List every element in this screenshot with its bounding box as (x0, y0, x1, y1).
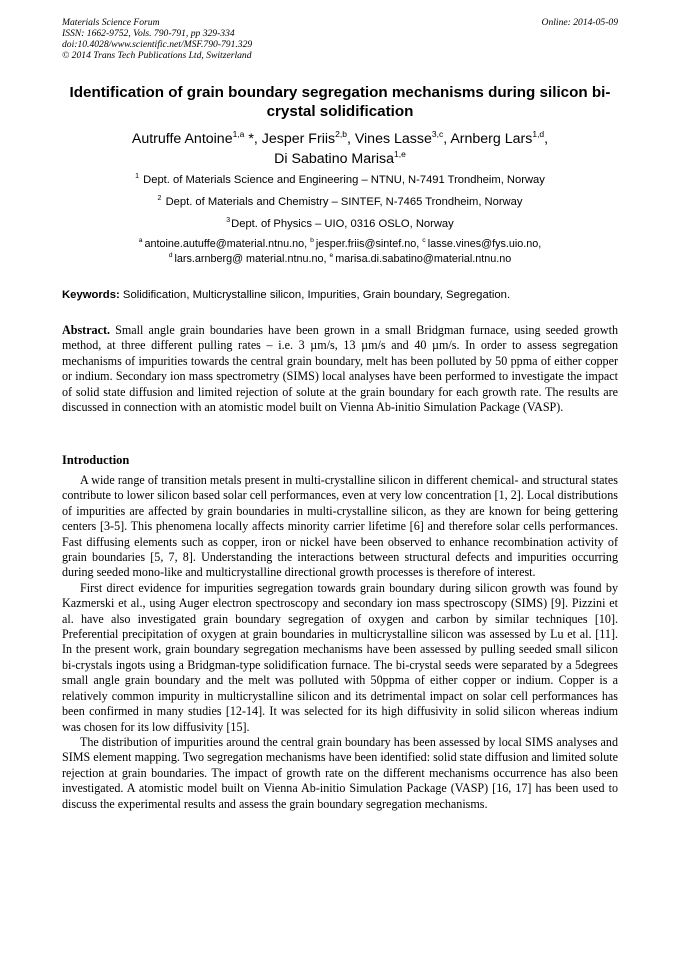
abstract (62, 323, 618, 415)
author-separator: *, (244, 131, 262, 147)
affiliation (62, 217, 618, 231)
journal-header (62, 17, 618, 61)
keywords-label: Keywords: (62, 289, 120, 301)
author-affil-mark: 2,b (335, 129, 347, 139)
author-affil-mark: 1,a (232, 129, 245, 139)
affiliation-number: 1 (135, 173, 140, 180)
author-name: Vines Lasse (354, 131, 432, 147)
affiliation-number: 3 (226, 217, 231, 224)
author-name: Arnberg Lars (450, 131, 533, 147)
author-name: Autruffe Antoine (131, 131, 233, 147)
email-address: lars.arnberg@ material.ntnu.no, (174, 253, 330, 265)
affiliation-number: 2 (157, 195, 162, 202)
email-address: antoine.autuffe@material.ntnu.no, (144, 238, 311, 250)
email-mark: b (310, 237, 314, 244)
email-mark: e (329, 252, 334, 259)
paragraph: First direct evidence for impurities segregation towards grain boundary during silicon growth was found by Kazmerski et al., using Auger electron spectroscopy and secondary ion mass spectroscopy (SIMS) [9]. Pizzini et al. have also investigated grain boundary segregation of oxygen and carbon by similar techniques [10]. Preferential precipitation of oxygen at grain boundaries in multicrystalline silicon was assessed by Lu et al. [11]. In the present work, grain boundary segregation mechanisms have been assessed by pulling seeded small silicon bi-crystals ingots using a Bridgman-type solidification furnace. The bi-crystal seeds were separated by a 5degrees small angle grain boundary and the melt was polluted with 50ppma of either copper or indium. Copper is a relatively common impurity in multicrystalline silicon and its detrimental impact on solar cell performances has been confirmed in many studies [12-14]. It was selected for its high diffusivity in solid silicon whereas indium was chosen for its low diffusivity [15]. (62, 580, 618, 734)
author-separator: , (443, 131, 451, 147)
author-line-1 (62, 129, 618, 149)
email-address: jesper.friis@sintef.no, (315, 238, 423, 250)
copyright-line: © 2014 Trans Tech Publications Ltd, Switzerland (62, 50, 252, 61)
email-line-2 (62, 252, 618, 267)
affiliation (62, 173, 618, 187)
author-line-2 (62, 149, 618, 169)
keywords (62, 288, 618, 303)
email-mark: a (138, 237, 143, 244)
author-list (62, 129, 618, 169)
author-affil-mark: 1,d (532, 129, 545, 139)
email-list (62, 237, 618, 267)
email-line-1 (62, 237, 618, 252)
abstract-label: Abstract. (62, 323, 111, 337)
section-heading: Introduction (62, 453, 130, 467)
paper-title: Identification of grain boundary segregation mechanisms during silicon bi-crystal solidification (69, 84, 611, 120)
email-address: marisa.di.sabatino@material.ntnu.no (335, 253, 512, 265)
journal-name: Materials Science Forum (62, 17, 160, 28)
keywords-text: Solidification, Multicrystalline silicon, Impurities, Grain boundary, Segregation. (119, 289, 511, 301)
email-mark: d (168, 252, 173, 259)
paragraph: The distribution of impurities around the central grain boundary has been assessed by local SIMS analyses and SIMS element mapping. Two segregation mechanisms have been identified: solid state diffusion and limited solute rejection at grain boundaries. The impact of growth rate on the different mechanisms occurrence has also been investigated. A atomistic model built on Vienna Ab-initio Simulation Package (VASP) [16, 17] has been used to discuss the experimental results and assess the grain boundary segregation mechanisms. (62, 734, 618, 811)
author-affil-mark: 1,e (394, 149, 406, 159)
author-affil-mark: 3,c (431, 129, 444, 139)
author-separator: , (346, 131, 355, 147)
affiliation-text: Dept. of Materials Science and Engineering – NTNU, N-7491 Trondheim, Norway (143, 174, 545, 186)
affiliation-text: Dept. of Materials and Chemistry – SINTEF, N-7465 Trondheim, Norway (165, 196, 523, 208)
issn-line: ISSN: 1662-9752, Vols. 790-791, pp 329-334 (62, 28, 235, 39)
introduction-body (62, 473, 618, 812)
online-date: Online: 2014-05-09 (541, 17, 618, 28)
doi-line: doi:10.4028/www.scientific.net/MSF.790-791.329 (62, 39, 253, 50)
author-separator: , (544, 131, 549, 147)
email-mark: c (422, 237, 426, 244)
author-name: Di Sabatino Marisa (274, 151, 395, 167)
author-name: Jesper Friis (261, 131, 336, 147)
abstract-text: Small angle grain boundaries have been grown in a small Bridgman furnace, using seeded growth method, at three different pulling rates – i.e. 3 µm/s, 13 µm/s and 40 µm/s. In order to assess segregation mechanisms of impurities towards the central grain boundary, melt has been polluted by 50 ppma of either copper or indium. Secondary ion mass spectrometry (SIMS) local analyses have been performed to investigate the impact of solid state diffusion and limited rejection of solute at the grain boundary for each growth rate. The results are discussed in connection with an atomistic model built on Vienna Ab-initio Simulation Package (VASP). (62, 323, 618, 415)
affiliation-text: Dept. of Physics – UIO, 0316 OSLO, Norway (231, 218, 454, 230)
affiliation-list (62, 173, 618, 239)
affiliation (62, 195, 618, 209)
paragraph: A wide range of transition metals present in multi-crystalline silicon in different chemical- and structural states contribute to lower silicon based solar cell performances, even at very low concentration [1, 2]. Local distributions of impurities are affected by grain boundaries in multi-crystalline silicon, as they are known for being gettering centers [3-5]. This phenomena locally affects minority carrier lifetime [6] and therefore solar cells performances. Fast diffusing elements such as copper, iron or nickel have been observed to enhance recombination activity of grain boundaries [5, 7, 8]. Understanding the interactions between structural defects and impurities occurring during seeded mono-like and multicrystalline directional growth processes is therefore of interest. (62, 473, 618, 580)
email-address: lasse.vines@fys.uio.no, (427, 238, 542, 250)
